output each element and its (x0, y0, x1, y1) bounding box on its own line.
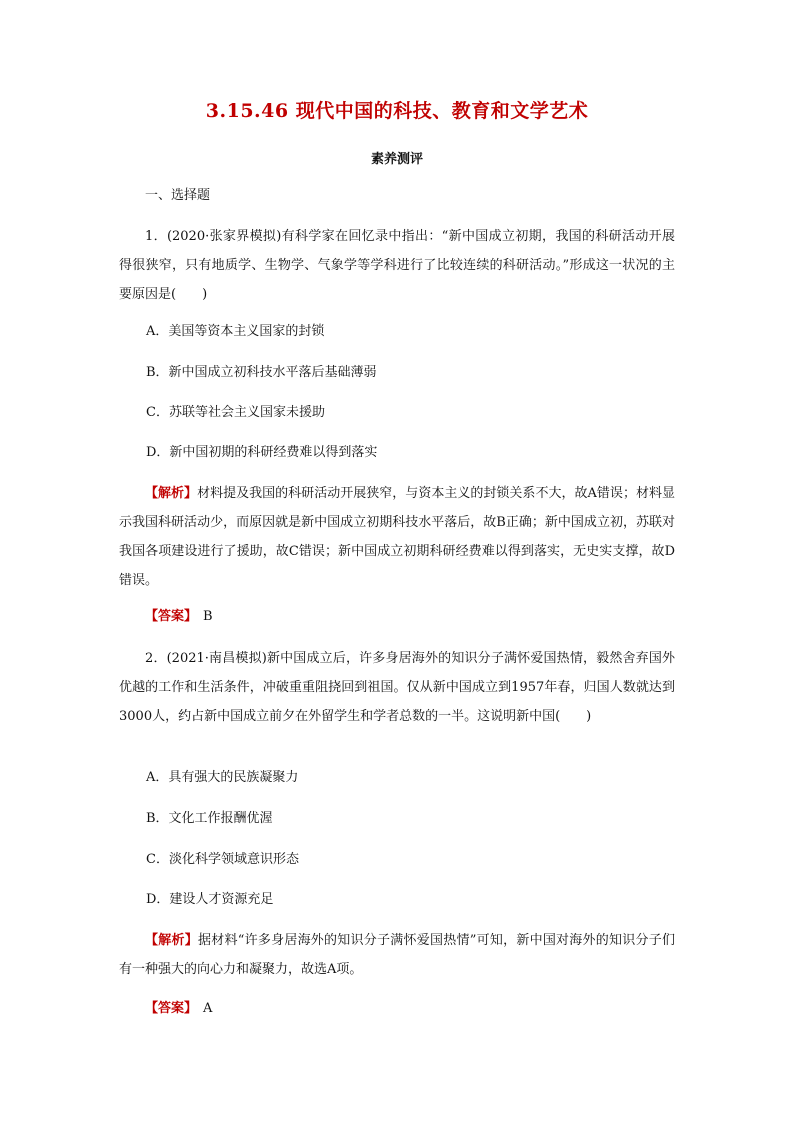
answer-label: 【答案】 (145, 1001, 198, 1016)
question-2-answer-value: A (203, 1001, 213, 1016)
question-1-answer (119, 602, 675, 631)
section-subtitle: 素养测评 (370, 152, 423, 167)
question-2-option-a: A．具有强大的民族凝聚力 (146, 770, 299, 785)
question-1-option-a: A．美国等资本主义国家的封锁 (146, 324, 325, 339)
question-2-analysis-text: 据材料“许多身居海外的知识分子满怀爱国热情”可知，新中国对海外的知识分子们有一种强大的向心力和凝聚力，故选A项。 (119, 933, 675, 977)
question-1-stem: 1．(2020·张家界模拟)有科学家在回忆录中指出：“新中国成立初期，我国的科研活动开展得很狭窄，只有地质学、生物学、气象学等学科进行了比较连续的科研活动。”形成这一状况的主要原因是( ) (119, 229, 675, 302)
analysis-label: 【解析】 (145, 486, 198, 501)
question-1-answer-value: B (203, 609, 213, 624)
analysis-label: 【解析】 (145, 933, 198, 948)
question-2-option-b: B．文化工作报酬优渥 (146, 811, 273, 826)
question-2-option-d: D．建设人才资源充足 (146, 892, 274, 907)
question-1-option-c: C．苏联等社会主义国家未援助 (146, 405, 325, 420)
question-1-option-b: B．新中国成立初科技水平落后基础薄弱 (146, 365, 377, 380)
section-heading-text: 一、选择题 (145, 188, 211, 203)
question-2-analysis (119, 926, 675, 984)
question-2-answer (119, 994, 675, 1023)
section-heading (119, 181, 675, 210)
question-2-stem: 2．(2021·南昌模拟)新中国成立后，许多身居海外的知识分子满怀爱国热情，毅然舍弃国外优越的工作和生活条件，冲破重重阻挠回到祖国。仅从新中国成立到1957年春，归国人数就达到3000人，约占新中国成立前夕在外留学生和学者总数的一半。这说明新中国( ) (119, 651, 675, 724)
document-title: 3.15.46 现代中国的科技、教育和文学艺术 (205, 100, 589, 122)
answer-label: 【答案】 (145, 609, 198, 624)
question-1-option-d: D．新中国初期的科研经费难以得到落实 (146, 445, 378, 460)
question-1-analysis-text: 材料提及我国的科研活动开展狭窄，与资本主义的封锁关系不大，故A错误；材料显示我国科研活动少，而原因就是新中国成立初期科技水平落后，故B正确；新中国成立初，苏联对我国各项建设进行了援助，故C错误；新中国成立初期科研经费难以得到落实，无史实支撑，故D错误。 (119, 486, 675, 588)
question-2-option-c: C．淡化科学领域意识形态 (146, 852, 299, 867)
question-1-analysis (119, 479, 675, 595)
